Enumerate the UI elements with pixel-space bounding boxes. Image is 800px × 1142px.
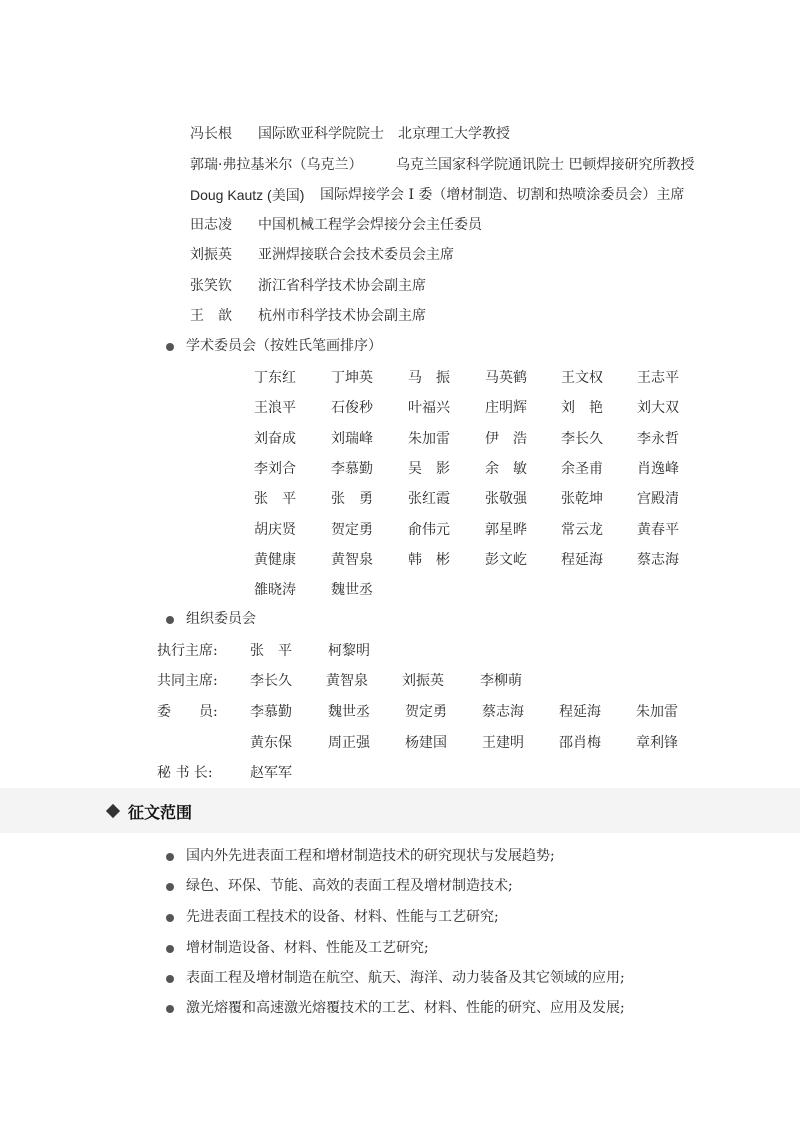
committee-member-name: 余圣甫 (561, 461, 603, 477)
committee-member-name: 李慕勤 (331, 461, 373, 477)
committee-member-name: 庄明辉 (485, 400, 527, 416)
advisor-row (190, 215, 232, 235)
advisor-name: Doug Kautz (美国) (190, 187, 305, 203)
scope-item: 表面工程及增材制造在航空、航天、海洋、动力装备及其它领域的应用; (186, 970, 625, 986)
bullet-icon (166, 343, 174, 351)
bullet-icon (166, 853, 174, 861)
secretary-label (157, 763, 213, 783)
scope-heading (128, 800, 192, 823)
bullet-icon (166, 975, 174, 983)
advisor-title (258, 306, 426, 326)
advisor-row (190, 306, 232, 326)
advisor-title (258, 245, 454, 265)
advisor-title (258, 276, 426, 296)
advisor-name: 刘振英 (190, 247, 232, 263)
member-name: 周正强 (328, 735, 370, 751)
co-chair-name: 刘振英 (402, 673, 444, 689)
exec-label (157, 641, 218, 661)
committee-member-name: 刘大双 (637, 400, 679, 416)
committee-member-name: 伊 浩 (485, 431, 527, 447)
advisor-row (190, 276, 232, 296)
bullet-icon (166, 945, 174, 953)
committee-member-name: 李刘合 (254, 461, 296, 477)
committee-member-name: 刘奋成 (254, 431, 296, 447)
member-name: 黄东保 (250, 735, 292, 751)
scope-heading-text: 征文范围 (128, 803, 193, 822)
scope-item: 国内外先进表面工程和增材制造技术的研究现状与发展趋势; (186, 848, 555, 864)
co-label-text: 共同主席: (157, 673, 218, 689)
committee-member-name: 黄健康 (254, 552, 296, 568)
advisor-title (258, 124, 510, 144)
scope-item: 激光熔覆和高速激光熔覆技术的工艺、材料、性能的研究、应用及发展; (186, 1000, 625, 1016)
bullet-icon (166, 883, 174, 891)
advisor-row (190, 155, 362, 175)
member-name: 魏世丞 (328, 704, 370, 720)
scope-item: 绿色、环保、节能、高效的表面工程及增材制造技术; (186, 878, 513, 894)
committee-member-name: 贺定勇 (331, 522, 373, 538)
member-name: 贺定勇 (405, 704, 447, 720)
committee-member-name: 张敬强 (485, 491, 527, 507)
advisor-title (258, 215, 482, 235)
member-name: 王建明 (482, 735, 524, 751)
exec-chair-name: 柯黎明 (328, 643, 370, 659)
committee-member-name: 刘 艳 (561, 400, 603, 416)
committee-member-name: 马 振 (408, 370, 450, 386)
committee-member-name: 李长久 (561, 431, 603, 447)
advisor-title-text: 乌克兰国家科学院通讯院士 巴顿焊接研究所教授 (396, 157, 695, 173)
committee-member-name: 王文权 (561, 370, 603, 386)
committee-member-name: 张红霞 (408, 491, 450, 507)
advisor-title-text: 亚洲焊接联合会技术委员会主席 (258, 247, 454, 263)
committee-member-name: 韩 彬 (408, 552, 450, 568)
committee-member-name: 黄智泉 (331, 552, 373, 568)
co-chair-name: 李长久 (250, 673, 292, 689)
committee-member-name: 张乾坤 (561, 491, 603, 507)
committee-member-name: 张 平 (254, 491, 296, 507)
committee-member-name: 丁东红 (254, 370, 296, 386)
exec-chair-name: 张 平 (250, 643, 292, 659)
member-name: 邵肖梅 (559, 735, 601, 751)
member-name: 杨建国 (405, 735, 447, 751)
member-name: 李慕勤 (250, 704, 292, 720)
committee-member-name: 叶福兴 (408, 400, 450, 416)
advisor-row (190, 245, 232, 265)
advisor-name: 张笑钦 (190, 278, 232, 294)
member-name: 章利锋 (636, 735, 678, 751)
committee-member-name: 王浪平 (254, 400, 296, 416)
organizing-committee-heading (186, 609, 256, 629)
committee-member-name: 余 敏 (485, 461, 527, 477)
scope-item: 增材制造设备、材料、性能及工艺研究; (186, 940, 429, 956)
committee-member-name: 石俊秒 (331, 400, 373, 416)
committee-member-name: 宫殿清 (637, 491, 679, 507)
advisor-title-text: 杭州市科学技术协会副主席 (258, 308, 426, 324)
scope-item: 先进表面工程技术的设备、材料、性能与工艺研究; (186, 909, 499, 925)
committee-member-name: 魏世丞 (331, 582, 373, 598)
member-label (157, 702, 218, 722)
committee-member-name: 肖逸峰 (637, 461, 679, 477)
committee-member-name: 黄春平 (637, 522, 679, 538)
advisor-name: 田志凌 (190, 217, 232, 233)
committee-member-name: 雒晓涛 (254, 582, 296, 598)
academic-committee-heading (186, 336, 382, 356)
secretary-name: 赵军军 (250, 765, 292, 781)
bullet-icon (166, 1005, 174, 1013)
committee-member-name: 马英鹤 (485, 370, 527, 386)
advisor-title-text: 中国机械工程学会焊接分会主任委员 (258, 217, 482, 233)
secretary-label-text: 秘 书 长: (157, 765, 213, 781)
member-name: 程延海 (559, 704, 601, 720)
bullet-icon (166, 914, 174, 922)
academic-committee-heading-text: 学术委员会（按姓氏笔画排序） (186, 338, 382, 354)
advisor-title (396, 155, 694, 175)
committee-member-name: 丁坤英 (331, 370, 373, 386)
committee-member-name: 王志平 (637, 370, 679, 386)
co-label (157, 671, 218, 691)
advisor-row (190, 124, 232, 144)
advisor-title-text: 国际欧亚科学院院士 北京理工大学教授 (258, 126, 510, 142)
co-chair-name: 黄智泉 (326, 673, 368, 689)
co-chair-name: 李柳萌 (480, 673, 522, 689)
advisor-name: 冯长根 (190, 126, 232, 142)
committee-member-name: 朱加雷 (408, 431, 450, 447)
bullet-icon (166, 616, 174, 624)
committee-member-name: 常云龙 (561, 522, 603, 538)
advisor-title (320, 185, 684, 205)
committee-member-name: 俞伟元 (408, 522, 450, 538)
advisor-name: 郭瑞·弗拉基米尔（乌克兰） (190, 157, 363, 173)
committee-member-name: 张 勇 (331, 491, 373, 507)
advisor-row (190, 185, 304, 205)
committee-member-name: 彭文屹 (485, 552, 527, 568)
committee-member-name: 吴 影 (408, 461, 450, 477)
exec-label-text: 执行主席: (157, 643, 218, 659)
member-label-text: 委 员: (157, 704, 218, 720)
committee-member-name: 李永哲 (637, 431, 679, 447)
member-name: 朱加雷 (636, 704, 678, 720)
advisor-title-text: 浙江省科学技术协会副主席 (258, 278, 426, 294)
advisor-name: 王 歆 (190, 308, 232, 324)
committee-member-name: 胡庆贤 (254, 522, 296, 538)
committee-member-name: 蔡志海 (637, 552, 679, 568)
advisor-title-text: 国际焊接学会 I 委（增材制造、切割和热喷涂委员会）主席 (320, 187, 685, 203)
committee-member-name: 郭星晔 (485, 522, 527, 538)
member-name: 蔡志海 (482, 704, 524, 720)
organizing-committee-heading-text: 组织委员会 (186, 611, 256, 627)
committee-member-name: 刘瑞峰 (331, 431, 373, 447)
committee-member-name: 程延海 (561, 552, 603, 568)
